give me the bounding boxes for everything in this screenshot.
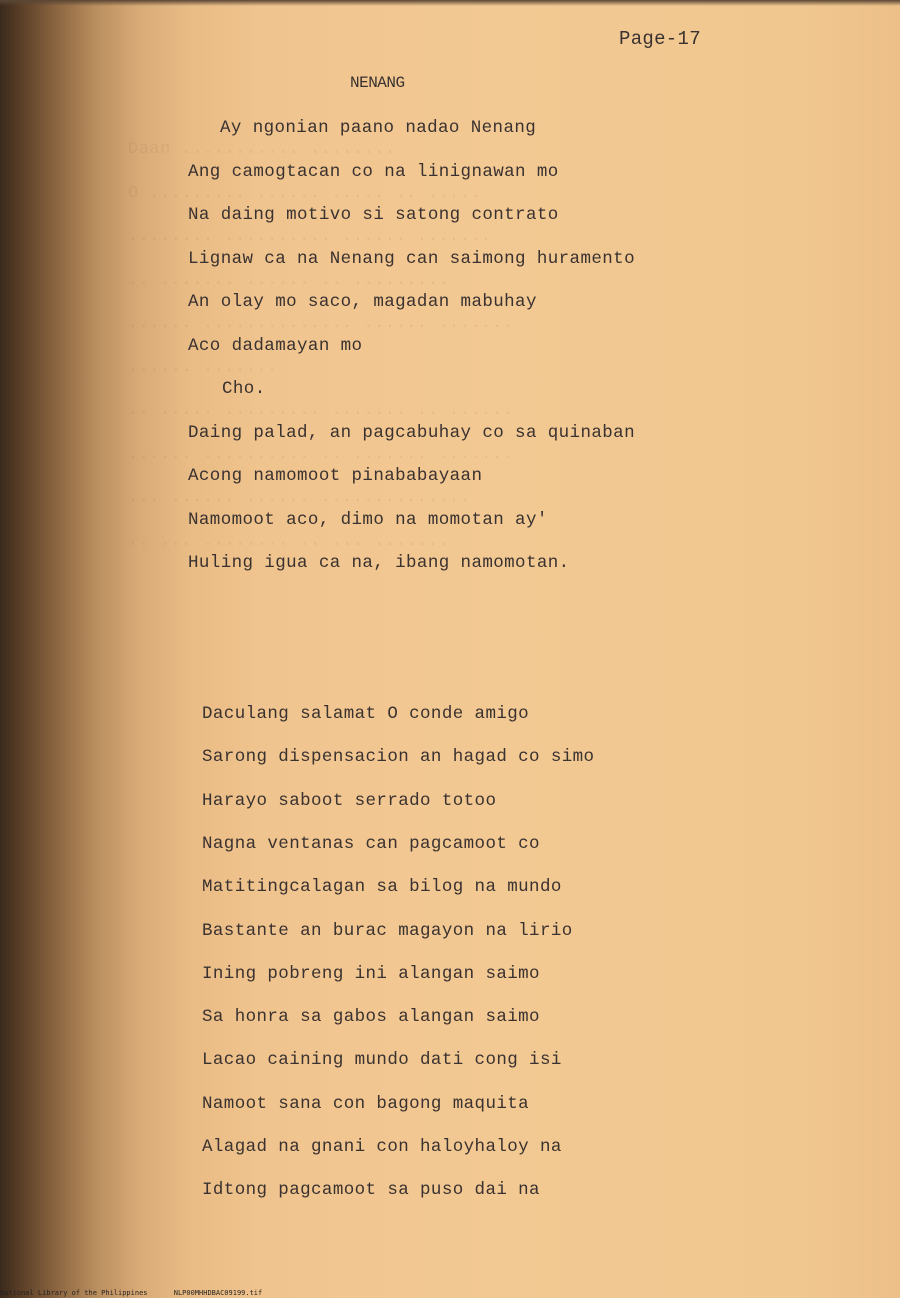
verse-line: Aco dadamayan mo [188,335,363,356]
verse-line: Daculang salamat O conde amigo [202,704,530,724]
scan-footer [0,1289,284,1297]
verse-line: Ang camogtacan co na linignawan mo [188,161,559,182]
library-credit: National Library of the Philippines [0,1289,148,1297]
page-top-edge-shadow [0,0,900,6]
verse-line: Lacao caining mundo dati cong isi [202,1050,562,1071]
stanza-2 [202,704,672,1204]
verse-line: Harayo saboot serrado totoo [202,790,497,811]
verse-line: Sa honra sa gabos alangan saimo [202,1007,540,1028]
verse-line: Daing palad, an pagcabuhay co sa quinaban [188,422,635,443]
verse-line: Namoot sana con bagong maquita [202,1093,530,1114]
verse-line: Alagad na gnani con haloyhaloy na [202,1137,562,1157]
chorus-label: Cho. [222,379,266,399]
verse-line: Matitingcalagan sa bilog na mundo [202,877,562,898]
verse-line: Na daing motivo si satong contrato [188,205,559,225]
verse-line: Nagna ventanas can pagcamoot co [202,833,540,854]
verse-line: Ining pobreng ini alangan saimo [202,963,540,984]
verse-line: Namomoot aco, dimo na momotan ay' [188,509,548,530]
stanza-1 [188,118,658,588]
file-name: NLP00MHHDBAC09199.tif [173,1289,263,1297]
verse-line: An olay mo saco, magadan mabuhay [188,292,537,312]
page-number: Page-17 [619,28,701,50]
bleed-through-text: Daan ........... ........ O ......... ...... ..... .. ..... ........ .......... ...... ....... .. ....... ...... .. ......... ...... .............. ...... ....... ...... ....... .. ..... ......... ....... .. ...... ...... .......... .. ....... ....... ... ...... ...... .............. .. ... ........ .. ... ....... [128,140,514,551]
verse-line: Ay ngonian paano nadao Nenang [220,118,537,138]
song-title: NENANG [350,74,405,92]
verse-line: Idtong pagcamoot sa puso dai na [202,1180,540,1201]
verse-line: Huling igua ca na, ibang namomotan. [188,553,570,573]
verse-line: Acong namomoot pinababayaan [188,466,483,486]
verse-line: Lignaw ca na Nenang can saimong huramento [188,248,635,269]
verse-line: Bastante an burac magayon na lirio [202,920,573,941]
verse-line: Sarong dispensacion an hagad co simo [202,747,595,768]
